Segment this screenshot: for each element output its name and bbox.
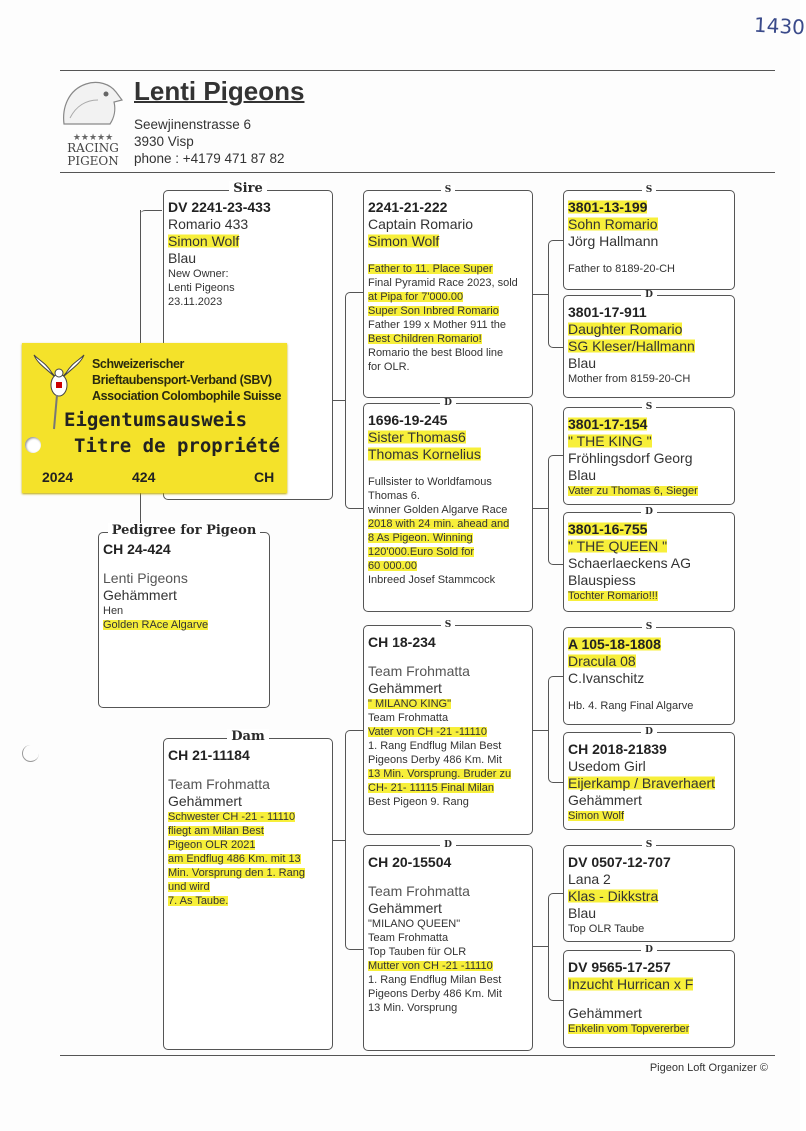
pigeon-info-line [168, 852, 328, 866]
line-text: 120'000.Euro Sold for [368, 546, 475, 558]
connector-dd-stub [533, 946, 548, 947]
ring-number [568, 959, 730, 976]
line-text: Best Pigeon 9. Rang [368, 796, 469, 808]
line-text: Dracula 08 [568, 653, 636, 669]
pigeon-info-line [568, 555, 730, 572]
spacer [368, 871, 528, 883]
pigeon-info-line [168, 776, 328, 793]
box-role-label: S [642, 185, 657, 195]
line-text: Team Frohmatta [368, 712, 449, 724]
pigeon-box-ds [363, 620, 533, 835]
pigeon-box-sd [363, 398, 533, 612]
page-title: Lenti Pigeons [134, 76, 305, 106]
logo-text-pigeon: PIGEON [67, 154, 119, 168]
pigeon-info-line [568, 321, 730, 338]
pigeon-info-line [368, 795, 528, 809]
pigeon-info-line [168, 267, 328, 281]
line-text: Sohn Romario [568, 216, 658, 232]
line-text: Vater zu Thomas 6, Sieger [568, 485, 698, 497]
spacer [368, 651, 528, 663]
line-text: und wird [168, 881, 210, 893]
line-text: 13 Min. Vorsprung [368, 1002, 458, 1014]
line-text: Tochter Romario!!! [568, 590, 658, 602]
pigeon-info-line [568, 233, 730, 250]
pigeon-box-sss [563, 185, 735, 290]
ring-number [103, 541, 265, 558]
logo-stars: ★★★★★ [72, 132, 114, 142]
line-text: Lana 2 [568, 871, 611, 887]
ring-number [368, 854, 528, 871]
punch-hole [25, 437, 41, 453]
box-role-label: D [641, 290, 657, 300]
line-text: Thomas 6. [368, 490, 420, 502]
line-text: fliegt am Milan Best [168, 825, 264, 837]
line-text: Enkelin vom Topvererber [568, 1023, 690, 1035]
line-text: Blau [568, 905, 597, 921]
pigeon-info-line [568, 976, 730, 993]
line-text: 1. Rang Endflug Milan Best [368, 974, 502, 986]
box-role-label: Sire [229, 181, 266, 196]
pigeon-info-line [368, 332, 528, 346]
line-text: DV 0507-12-707 [568, 854, 671, 870]
line-text: 2018 with 24 min. ahead and [368, 518, 510, 530]
box-role-label: D [641, 727, 657, 737]
line-text: Simon Wolf [568, 810, 625, 822]
city: 3930 Visp [134, 134, 194, 149]
pigeon-info-line [368, 262, 528, 276]
line-text: Inzucht Hurrican x F [568, 976, 694, 992]
pigeon-info-line [368, 559, 528, 573]
line-text: CH 21-11184 [168, 747, 250, 763]
pigeon-box-dsd [563, 727, 735, 830]
line-text: at Pipa for 7'000.00 [368, 291, 464, 303]
line-text: SG Kleser/Hallmann [568, 338, 695, 354]
line-text: Hb. 4. Rang Final Algarve [568, 700, 694, 712]
pigeon-info-line [568, 792, 730, 809]
pigeon-info-line [368, 233, 528, 250]
card-org-line: Association Colombophile Suisse [92, 389, 282, 403]
line-text: Romario 433 [168, 216, 249, 232]
line-text: " THE QUEEN " [568, 538, 668, 554]
line-text: for OLR. [368, 361, 410, 373]
card-organization [92, 356, 281, 404]
line-text: Best Children Romario! [368, 333, 482, 345]
pigeon-info-line [368, 517, 528, 531]
line-text: Romario the best Blood line [368, 347, 504, 359]
pigeon-info-line [368, 360, 528, 374]
box-role-label: D [440, 840, 456, 850]
line-text: Pigeons Derby 486 Km. Mit [368, 754, 502, 766]
line-text: 2241-21-222 [368, 199, 448, 215]
line-text: Eijerkamp / Braverhaert [568, 775, 716, 791]
line-text: 13 Min. Vorsprung. Bruder zu [368, 768, 512, 780]
pigeon-info-line [568, 809, 730, 823]
pigeon-info-line [368, 216, 528, 233]
pigeon-box-ssd [563, 290, 735, 398]
connector-dd [548, 893, 564, 1001]
line-text: Hen [103, 605, 124, 617]
line-text: "MILANO QUEEN" [368, 918, 461, 930]
pigeon-info-line [103, 604, 265, 618]
pigeon-box-sds [563, 402, 735, 505]
pigeon-info-line [568, 467, 730, 484]
line-text: 7. As Taube. [168, 895, 229, 907]
line-text: Blauspiess [568, 572, 636, 588]
line-text: Team Frohmatta [368, 883, 470, 899]
header-top-rule [60, 70, 775, 71]
pigeon-info-line [168, 810, 328, 824]
pigeon-info-line [368, 900, 528, 917]
box-role-label: D [641, 945, 657, 955]
racing-pigeon-logo [58, 78, 128, 166]
line-text: " THE KING " [568, 433, 652, 449]
pigeon-info-line [568, 450, 730, 467]
connector-ss [548, 240, 564, 348]
line-text: Team Frohmatta [368, 663, 470, 679]
pigeon-info-line [368, 573, 528, 587]
line-text: Schaerlaeckens AG [568, 555, 691, 571]
line-text: DV 9565-17-257 [568, 959, 671, 975]
line-text: Daughter Romario [568, 321, 683, 337]
pigeon-info-line [168, 880, 328, 894]
pigeon-info-line [368, 753, 528, 767]
pigeon-info-line [368, 739, 528, 753]
line-text: 1. Rang Endflug Milan Best [368, 740, 502, 752]
line-text: Gehämmert [568, 792, 642, 808]
line-text: C.Ivanschitz [568, 670, 645, 686]
line-text: Klas - Dikkstra [568, 888, 659, 904]
pigeon-info-line [568, 670, 730, 687]
line-text: Simon Wolf [368, 233, 440, 249]
pigeon-info-line [168, 250, 328, 267]
line-text: Lenti Pigeons [168, 282, 235, 294]
line-text: Golden RAce Algarve [103, 619, 209, 631]
line-text: A 105-18-1808 [568, 636, 661, 652]
line-text: 3801-17-154 [568, 416, 648, 432]
connector-sire [345, 292, 364, 509]
line-text: 1696-19-245 [368, 412, 448, 428]
pigeon-info-line [368, 545, 528, 559]
line-text: Gehämmert [368, 900, 442, 916]
line-text: 3801-17-911 [568, 304, 647, 320]
footer-credit: Pigeon Loft Organizer © [649, 1062, 768, 1074]
line-text: Final Pyramid Race 2023, sold [368, 277, 518, 289]
connector-dam [345, 730, 364, 950]
spacer [103, 558, 265, 570]
ring-number [368, 412, 528, 429]
pigeon-info-line [568, 538, 730, 555]
ring-number [568, 636, 730, 653]
pigeon-info-line [368, 1001, 528, 1015]
pigeon-info-line [368, 290, 528, 304]
pigeon-info-line [368, 697, 528, 711]
pigeon-box-dd [363, 840, 533, 1051]
line-text: Lenti Pigeons [103, 570, 188, 586]
ring-number [168, 199, 328, 216]
pigeon-info-line [368, 945, 528, 959]
pigeon-info-line [568, 758, 730, 775]
pigeon-info-line [368, 663, 528, 680]
pigeon-box-subject [98, 523, 270, 708]
line-text: " MILANO KING" [368, 698, 451, 710]
line-text: Vater von CH -21 -11110 [368, 726, 488, 738]
line-text: Simon Wolf [168, 233, 240, 249]
pigeon-info-line [368, 973, 528, 987]
pigeon-info-line [368, 917, 528, 931]
pigeon-info-line [168, 838, 328, 852]
pigeon-info-line [368, 276, 528, 290]
pigeon-info-line [368, 489, 528, 503]
pigeon-info-line [568, 433, 730, 450]
line-text: CH 2018-21839 [568, 741, 667, 757]
pigeon-info-line [568, 871, 730, 888]
box-role-label: S [441, 620, 456, 630]
box-role-label: D [641, 507, 657, 517]
spacer [568, 250, 730, 262]
pigeon-info-line [368, 767, 528, 781]
ring-number [368, 634, 528, 651]
pigeon-info-line [568, 262, 730, 276]
line-text: CH 18-234 [368, 634, 436, 650]
line-text: Blau [568, 355, 597, 371]
line-text: 60 000.00 [368, 560, 417, 572]
connector-dam-stub [333, 840, 345, 841]
line-text: CH 24-424 [103, 541, 171, 557]
binder-hole-mark [22, 745, 39, 762]
line-text: CH 20-15504 [368, 854, 452, 870]
line-text: Gehämmert [103, 587, 177, 603]
connector-sd [548, 455, 564, 565]
pigeon-info-line [368, 931, 528, 945]
pigeon-head-icon [58, 78, 124, 128]
pigeon-info-line [168, 216, 328, 233]
line-text: Fullsister to Worldfamous [368, 476, 492, 488]
line-text: Father 199 x Mother 911 the [368, 319, 506, 331]
line-text: 3801-16-755 [568, 521, 648, 537]
pigeon-box-ddd [563, 945, 735, 1048]
pigeon-info-line [368, 987, 528, 1001]
spacer [568, 993, 730, 1005]
pigeon-info-line [568, 589, 730, 603]
card-country: CH [254, 469, 275, 485]
pigeon-info-line [568, 338, 730, 355]
pigeon-info-line [168, 793, 328, 810]
card-title-fr: Titre de propriété [74, 435, 280, 457]
card-number: 424 [132, 469, 156, 485]
pigeon-box-dds [563, 840, 735, 942]
box-role-label: Dam [227, 729, 268, 744]
pigeon-info-line [168, 295, 328, 309]
ring-number [568, 854, 730, 871]
line-text: Gehämmert [168, 793, 242, 809]
ring-number [368, 199, 528, 216]
connector-ds-stub [533, 730, 548, 731]
line-text: 8 As Pigeon. Winning [368, 532, 473, 544]
pigeon-box-ss [363, 185, 533, 398]
pigeon-info-line [568, 699, 730, 713]
card-org-line: Schweizerischer [92, 357, 184, 371]
line-text: winner Golden Algarve Race [368, 504, 508, 516]
line-text: Super Son Inbred Romario [368, 305, 499, 317]
ring-number [568, 416, 730, 433]
line-text: Sister Thomas6 [368, 429, 466, 445]
pigeon-info-line [168, 866, 328, 880]
line-text: 23.11.2023 [168, 296, 223, 308]
pigeon-info-line [368, 959, 528, 973]
pigeon-info-line [368, 318, 528, 332]
line-text: Fröhlingsdorf Georg [568, 450, 693, 466]
line-text: Jörg Hallmann [568, 233, 659, 249]
pigeon-info-line [568, 372, 730, 386]
line-text: Captain Romario [368, 216, 474, 232]
line-text: Blau [568, 467, 597, 483]
pigeon-info-line [568, 775, 730, 792]
handwritten-annotation: 1430 [753, 12, 806, 40]
line-text: Usedom Girl [568, 758, 646, 774]
pigeon-info-line [168, 281, 328, 295]
pigeon-info-line [368, 475, 528, 489]
pigeon-info-line [368, 781, 528, 795]
line-text: Min. Vorsprung den 1. Rang [168, 867, 305, 879]
card-title-de: Eigentumsausweis [64, 409, 248, 431]
ring-number [168, 747, 328, 764]
pigeon-info-line [103, 618, 265, 632]
pigeon-info-line [368, 429, 528, 446]
card-year: 2024 [42, 469, 74, 485]
line-text: 3801-13-199 [568, 199, 648, 215]
line-text: Team Frohmatta [368, 932, 449, 944]
pigeon-box-dss [563, 622, 735, 725]
card-org-line: Brieftaubensport-Verband (SBV) [92, 373, 272, 387]
address: Seewjinenstrasse 6 [134, 117, 252, 132]
connector-sd-stub [533, 508, 548, 509]
pigeon-info-line [568, 216, 730, 233]
connector-sire-stub [333, 400, 345, 401]
connector-ds [548, 676, 564, 783]
box-role-label: S [642, 402, 657, 412]
line-text: Gehämmert [568, 1005, 642, 1021]
pigeon-info-line [568, 922, 730, 936]
line-text: am Endflug 486 Km. mit 13 [168, 853, 301, 865]
footer-rule [60, 1055, 775, 1056]
pigeon-info-line [368, 503, 528, 517]
line-text: New Owner: [168, 268, 229, 280]
pigeon-info-line [168, 233, 328, 250]
pigeon-info-line [168, 824, 328, 838]
pigeon-box-sdd [563, 507, 735, 612]
pigeon-info-line [568, 572, 730, 589]
ring-number [568, 741, 730, 758]
connector-ss-stub [533, 294, 548, 295]
box-role-label: S [441, 185, 456, 195]
pigeon-info-line [568, 888, 730, 905]
line-text: Top Tauben für OLR [368, 946, 467, 958]
logo-text-racing: RACING [67, 141, 119, 155]
pigeon-box-dam [163, 729, 333, 1050]
pigeon-info-line [103, 570, 265, 587]
line-text: Father to 11. Place Super [368, 263, 493, 275]
pigeon-info-line [568, 355, 730, 372]
pigeon-info-line [103, 587, 265, 604]
pigeon-info-line [368, 711, 528, 725]
line-text: Thomas Kornelius [368, 446, 481, 462]
line-text: Blau [168, 250, 197, 266]
pigeon-info-line [568, 1005, 730, 1022]
pigeon-info-line [368, 446, 528, 463]
spacer [568, 687, 730, 699]
pigeon-info-line [368, 725, 528, 739]
pigeon-info-line [368, 531, 528, 545]
line-text: Team Frohmatta [168, 776, 270, 792]
line-text: Pigeon OLR 2021 [168, 839, 256, 851]
pigeon-info-line [568, 653, 730, 670]
ring-number [568, 521, 730, 538]
line-text: Mutter von CH -21 -11110 [368, 960, 493, 972]
pigeon-info-line [368, 883, 528, 900]
line-text: Schwester CH -21 - 11110 [168, 811, 296, 823]
box-role-label: Pedigree for Pigeon [108, 523, 261, 538]
ring-number [568, 199, 730, 216]
pigeon-info-line [568, 905, 730, 922]
spacer [368, 463, 528, 475]
box-role-label: D [440, 398, 456, 408]
line-text: Mother from 8159-20-CH [568, 373, 691, 385]
line-text: Gehämmert [368, 680, 442, 696]
pigeon-info-line [368, 680, 528, 697]
pigeon-info-line [568, 1022, 730, 1036]
line-text: Inbreed Josef Stammcock [368, 574, 496, 586]
header-bottom-rule [60, 172, 775, 173]
line-text: Top OLR Taube [568, 923, 645, 935]
phone: phone : +4179 471 87 82 [134, 151, 285, 166]
ownership-card [22, 343, 287, 493]
line-text: Father to 8189-20-CH [568, 263, 675, 275]
box-role-label: S [642, 840, 657, 850]
pigeon-info-line [368, 346, 528, 360]
spacer [368, 250, 528, 262]
pigeon-info-line [568, 484, 730, 498]
spacer [168, 764, 328, 776]
line-text: DV 2241-23-433 [168, 199, 271, 215]
pigeon-info-line [368, 304, 528, 318]
ring-number [568, 304, 730, 321]
pigeon-info-line [168, 894, 328, 908]
box-role-label: S [642, 622, 657, 632]
line-text: Pigeons Derby 486 Km. Mit [368, 988, 502, 1000]
line-text: CH- 21- 11115 Final Milan [368, 782, 494, 794]
